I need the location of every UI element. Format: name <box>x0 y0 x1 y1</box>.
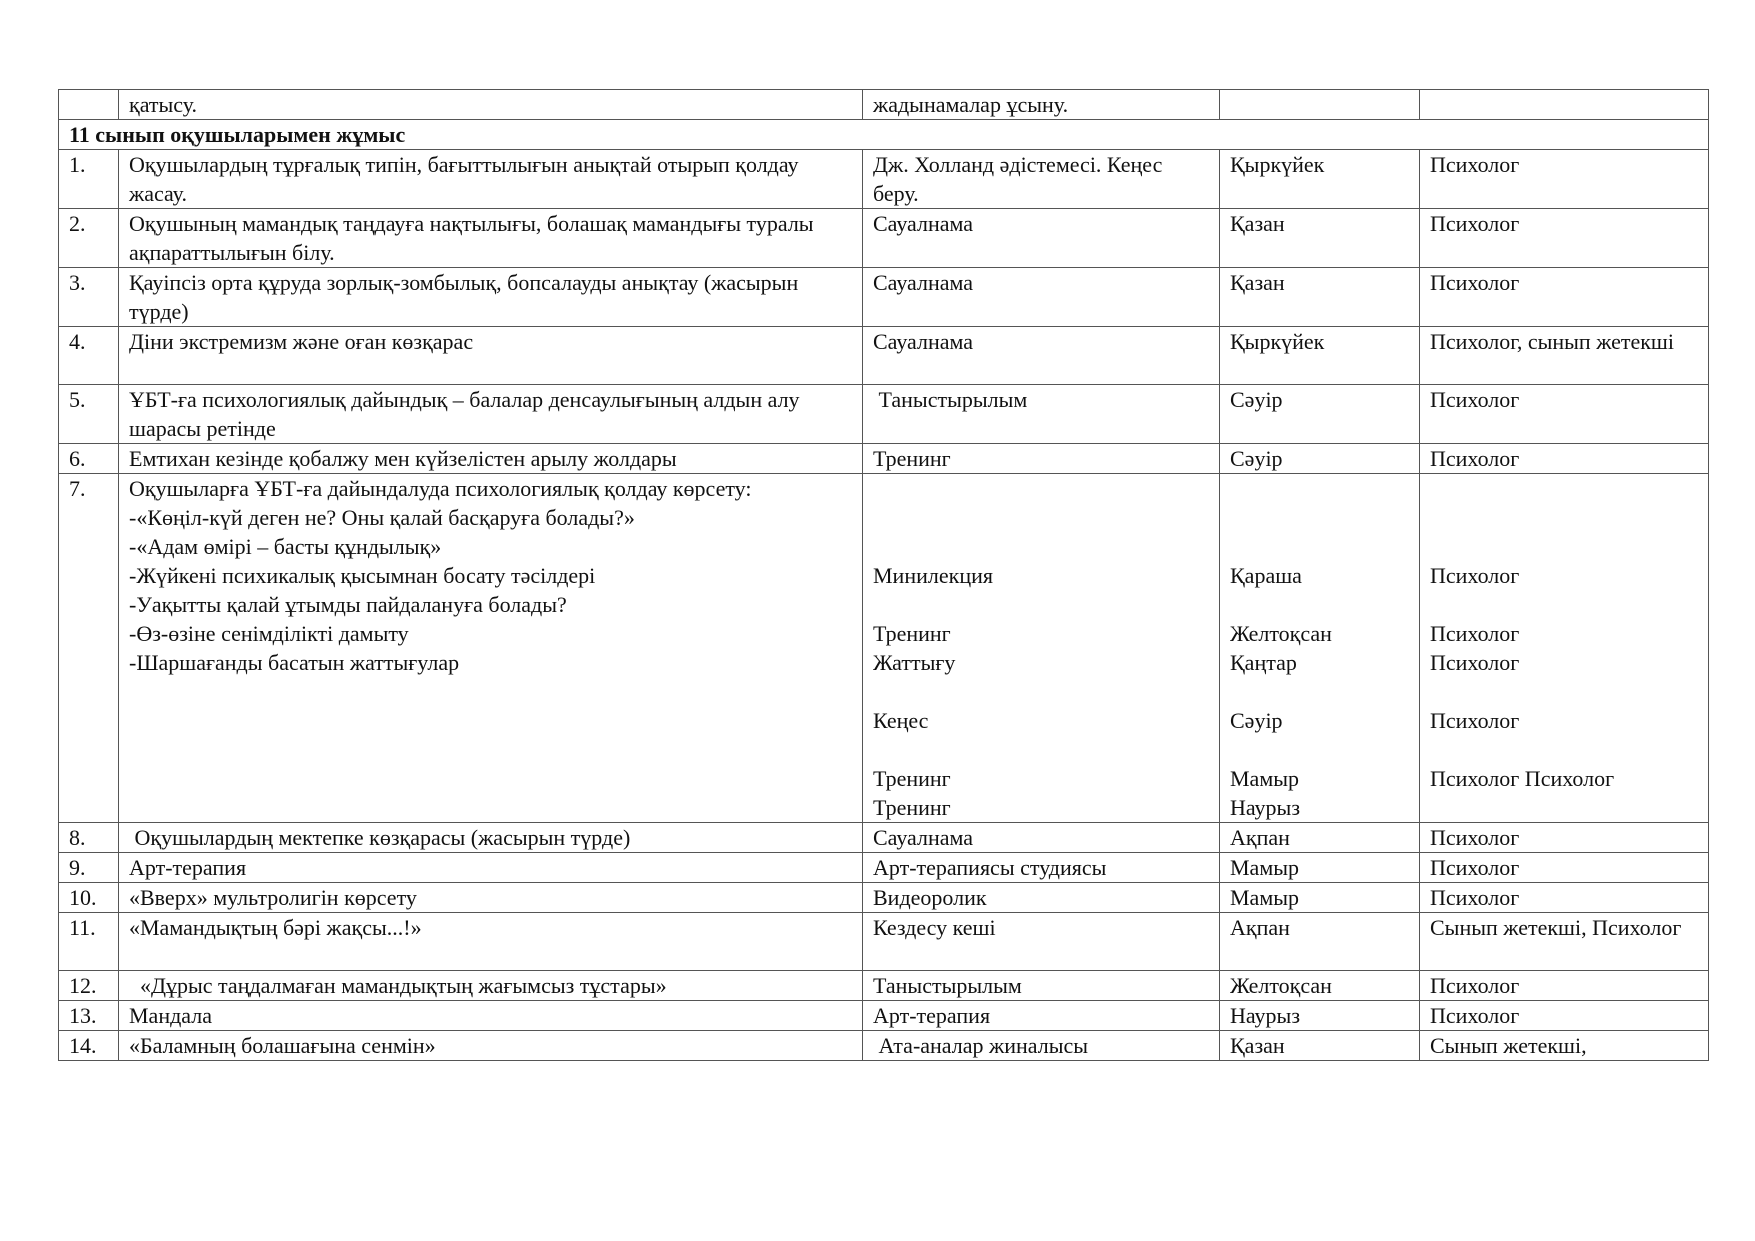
date-cell: Ақпан <box>1220 823 1420 853</box>
form-cell: Арт-терапиясы студиясы <box>863 853 1220 883</box>
cell-line <box>1430 793 1698 822</box>
cell-line: Тренинг <box>873 766 951 791</box>
cell-line: -Жүйкені психикалық қысымнан босату тәсілдері <box>129 563 596 588</box>
responsible-cell <box>1420 90 1709 120</box>
responsible-cell: Психолог <box>1420 268 1709 327</box>
activity-cell: Оқушының мамандық таңдауға нақтылығы, болашақ мамандығы туралы ақпараттылығын білу. <box>119 209 863 268</box>
table-row <box>59 268 1709 327</box>
cell-line <box>873 677 1209 706</box>
form-cell: жадынамалар ұсыну. <box>863 90 1220 120</box>
responsible-cell: Сынып жетекші, <box>1420 1031 1709 1061</box>
responsible-cell: Психолог <box>1420 853 1709 883</box>
cell-line: -«Адам өмірі – басты құндылық» <box>129 534 442 559</box>
row-number: 11. <box>59 913 119 971</box>
cell-line <box>873 503 1209 532</box>
row-number: 14. <box>59 1031 119 1061</box>
cell-line: Минилекция <box>873 563 993 588</box>
cell-line <box>873 735 1209 764</box>
date-cell <box>1220 90 1420 120</box>
table-row <box>59 883 1709 913</box>
row-number: 12. <box>59 971 119 1001</box>
date-cell <box>1220 474 1420 823</box>
date-cell: Қыркүйек <box>1220 150 1420 209</box>
date-cell: Сәуір <box>1220 385 1420 444</box>
cell-line <box>873 532 1209 561</box>
activity-cell: «Вверх» мультролигін көрсету <box>119 883 863 913</box>
table-row <box>59 444 1709 474</box>
cell-line: Тренинг <box>873 795 951 820</box>
activity-cell: Қауіпсіз орта құруда зорлық-зомбылық, бопсалауды анықтау (жасырын түрде) <box>119 268 863 327</box>
cell-line <box>129 793 852 822</box>
row-number: 10. <box>59 883 119 913</box>
responsible-cell: Психолог <box>1420 883 1709 913</box>
activity-cell: Оқушылардың тұрғалық типін, бағыттылығын анықтай отырып қолдау жасау. <box>119 150 863 209</box>
cell-line: Оқушыларға ҰБТ-ға дайындалуда психологиялық қолдау көрсету: <box>129 476 752 501</box>
form-cell: Видеоролик <box>863 883 1220 913</box>
cell-line: Мамыр <box>1230 766 1300 791</box>
table-row <box>59 971 1709 1001</box>
table-row <box>59 853 1709 883</box>
section-title: 11 сынып оқушыларымен жұмыс <box>59 120 1709 150</box>
cell-line: -Шаршағанды басатын жаттығулар <box>129 650 460 675</box>
form-cell: Таныстырылым <box>863 971 1220 1001</box>
activity-cell: ҰБТ-ға психологиялық дайындық – балалар денсаулығының алдын алу шарасы ретінде <box>119 385 863 444</box>
work-plan-table <box>58 89 1709 1061</box>
form-cell: Тренинг <box>863 444 1220 474</box>
row-number: 5. <box>59 385 119 444</box>
activity-cell <box>119 474 863 823</box>
table-row <box>59 90 1709 120</box>
responsible-cell <box>1420 474 1709 823</box>
cell-line: Наурыз <box>1230 795 1301 820</box>
row-number: 13. <box>59 1001 119 1031</box>
responsible-cell: Психолог <box>1420 1001 1709 1031</box>
cell-line <box>129 706 852 735</box>
cell-line <box>1230 474 1409 503</box>
cell-line: Тренинг <box>873 621 951 646</box>
cell-line <box>873 474 1209 503</box>
cell-line <box>1430 503 1698 532</box>
date-cell: Мамыр <box>1220 853 1420 883</box>
row-number: 2. <box>59 209 119 268</box>
cell-line: Қаңтар <box>1230 650 1297 675</box>
responsible-cell: Психолог <box>1420 444 1709 474</box>
activity-cell: Оқушылардың мектепке көзқарасы (жасырын түрде) <box>119 823 863 853</box>
date-cell: Ақпан <box>1220 913 1420 971</box>
table-row <box>59 1001 1709 1031</box>
date-cell: Желтоқсан <box>1220 971 1420 1001</box>
date-cell: Қазан <box>1220 1031 1420 1061</box>
row-number: 4. <box>59 327 119 385</box>
cell-line <box>1230 677 1409 706</box>
cell-line <box>1230 532 1409 561</box>
activity-cell: Діни экстремизм және оған көзқарас <box>119 327 863 385</box>
table-row <box>59 1031 1709 1061</box>
activity-cell: Емтихан кезінде қобалжу мен күйзелістен арылу жолдары <box>119 444 863 474</box>
responsible-cell: Психолог, сынып жетекші <box>1420 327 1709 385</box>
cell-line: -Уақытты қалай ұтымды пайдалануға болады? <box>129 592 567 617</box>
activity-cell: «Мамандықтың бәрі жақсы...!» <box>119 913 863 971</box>
activity-cell: «Дұрыс таңдалмаған мамандықтың жағымсыз тұстары» <box>119 971 863 1001</box>
cell-line: Психолог <box>1430 650 1520 675</box>
cell-line: -«Көңіл-күй деген не? Оны қалай басқаруға болады?» <box>129 505 635 530</box>
cell-line <box>1430 532 1698 561</box>
date-cell: Мамыр <box>1220 883 1420 913</box>
row-number: 1. <box>59 150 119 209</box>
cell-line <box>1230 503 1409 532</box>
cell-line <box>873 590 1209 619</box>
form-cell: Дж. Холланд әдістемесі. Кеңес беру. <box>863 150 1220 209</box>
cell-line: Психолог <box>1430 621 1520 646</box>
responsible-cell: Психолог <box>1420 150 1709 209</box>
cell-line: Психолог <box>1430 563 1520 588</box>
date-cell: Қазан <box>1220 268 1420 327</box>
responsible-cell: Психолог <box>1420 385 1709 444</box>
cell-line <box>1430 590 1698 619</box>
table-row <box>59 327 1709 385</box>
section-header-row <box>59 120 1709 150</box>
table-row <box>59 823 1709 853</box>
cell-line: Желтоқсан <box>1230 621 1332 646</box>
cell-line <box>1430 735 1698 764</box>
row-number <box>59 90 119 120</box>
form-cell: Арт-терапия <box>863 1001 1220 1031</box>
form-cell: Сауалнама <box>863 327 1220 385</box>
cell-line <box>1230 735 1409 764</box>
cell-line <box>129 764 852 793</box>
activity-cell: қатысу. <box>119 90 863 120</box>
cell-line: Сәуір <box>1230 708 1283 733</box>
cell-line <box>1430 677 1698 706</box>
responsible-cell: Сынып жетекші, Психолог <box>1420 913 1709 971</box>
form-cell: Кездесу кеші <box>863 913 1220 971</box>
cell-line: -Өз-өзіне сенімділікті дамыту <box>129 621 409 646</box>
responsible-cell: Психолог <box>1420 823 1709 853</box>
row-number: 9. <box>59 853 119 883</box>
responsible-cell: Психолог <box>1420 971 1709 1001</box>
cell-line <box>129 735 852 764</box>
date-cell: Сәуір <box>1220 444 1420 474</box>
cell-line <box>1230 590 1409 619</box>
form-cell: Таныстырылым <box>863 385 1220 444</box>
form-cell: Сауалнама <box>863 823 1220 853</box>
row-number: 3. <box>59 268 119 327</box>
cell-line: Кеңес <box>873 708 929 733</box>
cell-line: Психолог <box>1430 708 1520 733</box>
form-cell: Сауалнама <box>863 209 1220 268</box>
cell-line: Жаттығу <box>873 650 956 675</box>
table-row <box>59 385 1709 444</box>
cell-line <box>129 677 852 706</box>
form-cell <box>863 474 1220 823</box>
form-cell: Ата-аналар жиналысы <box>863 1031 1220 1061</box>
cell-line: Психолог Психолог <box>1430 766 1615 791</box>
row-number: 6. <box>59 444 119 474</box>
activity-cell: Мандала <box>119 1001 863 1031</box>
date-cell: Наурыз <box>1220 1001 1420 1031</box>
table-row <box>59 209 1709 268</box>
cell-line: Қараша <box>1230 563 1302 588</box>
row-number: 7. <box>59 474 119 823</box>
table-row <box>59 474 1709 823</box>
table-row <box>59 913 1709 971</box>
row-number: 8. <box>59 823 119 853</box>
date-cell: Қыркүйек <box>1220 327 1420 385</box>
table-row <box>59 150 1709 209</box>
responsible-cell: Психолог <box>1420 209 1709 268</box>
form-cell: Сауалнама <box>863 268 1220 327</box>
date-cell: Қазан <box>1220 209 1420 268</box>
activity-cell: «Баламның болашағына сенмін» <box>119 1031 863 1061</box>
activity-cell: Арт-терапия <box>119 853 863 883</box>
cell-line <box>1430 474 1698 503</box>
